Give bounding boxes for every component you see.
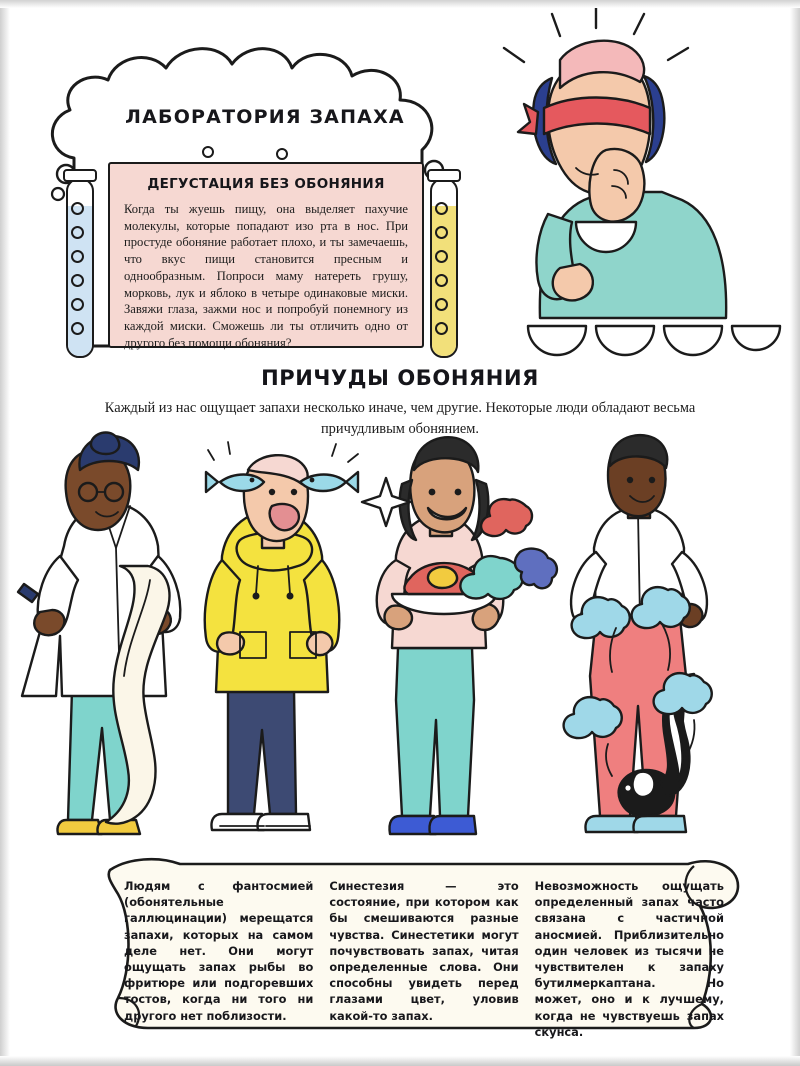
test-tube-right-cap xyxy=(427,169,461,182)
illustration-anosmia-man xyxy=(564,435,712,832)
test-tube-left-cap xyxy=(63,169,97,182)
scroll-column-2: Синестезия — это состояние, при котором как бы смешиваются разные чувства. Синестетики могут почувствовать запах, читая определенные слова. Они способны увидеть перед глазами цвет, уловив какой-то запах. xyxy=(329,879,519,1023)
scroll-column-1: Людям с фантосмией (обонятельные галлюцинации) мерещатся запахи, которых на самом деле нет. Они могут ощущать запах рыбы во фритюре или подгоревших тостов, когда ни того ни другого нет поблизости. xyxy=(124,879,314,1023)
page-edge-left xyxy=(0,0,10,1066)
lab-panel-title: ЛАБОРАТОРИЯ ЗАПАХА xyxy=(125,106,405,128)
phantom-fish-right xyxy=(300,444,358,492)
scroll-banner xyxy=(88,852,748,1039)
section-subtitle: Каждый из нас ощущает запахи несколько иначе, чем другие. Некоторые люди обладают весьма причудливым обонянием. xyxy=(104,400,696,437)
page-edge-bottom xyxy=(0,1056,800,1066)
illustration-synesthesia-girl xyxy=(362,437,557,834)
illustration-phantosmia-man xyxy=(205,442,358,830)
test-tube-left xyxy=(66,178,94,358)
scroll-column-3: Невозможность ощущать определенный запах часто связана с частичной аносмией. Приблизительно один человек из тысячи не чувствителен к запаху бутилмеркаптана. Но может, оно и к лучшему, когда не чувствуешь запах скунса. xyxy=(534,879,724,1039)
scroll-columns xyxy=(124,878,724,1040)
illustration-blindfolded-taster xyxy=(504,6,780,355)
page-edge-right xyxy=(790,0,800,1066)
phantom-fish-left xyxy=(206,442,264,492)
illustration-scientist xyxy=(18,433,180,835)
smell-lab-panel xyxy=(30,28,500,358)
section-title: ПРИЧУДЫ ОБОНЯНИЯ xyxy=(261,366,539,390)
page-edge-top xyxy=(0,0,800,8)
test-tube-right xyxy=(430,178,458,358)
lab-card-text: Когда ты жуешь пищу, она выделяет пахучие молекулы, которые попадают изо рта в нос. При простуде обоняние работает плохо, и ты замечаешь, что вкус пищи становится пресным и однообразным. Попроси маму натереть грушу, морковь, лук и яблоко в четыре одинаковые миски. Завяжи глаза, зажми нос и попробуй понемногу из каждой миски. Сможешь ли ты отличить одно от другого без помощи обоняния? xyxy=(124,202,408,350)
lab-card-title: ДЕГУСТАЦИЯ БЕЗ ОБОНЯНИЯ xyxy=(147,176,385,192)
lab-experiment-card xyxy=(108,162,424,348)
